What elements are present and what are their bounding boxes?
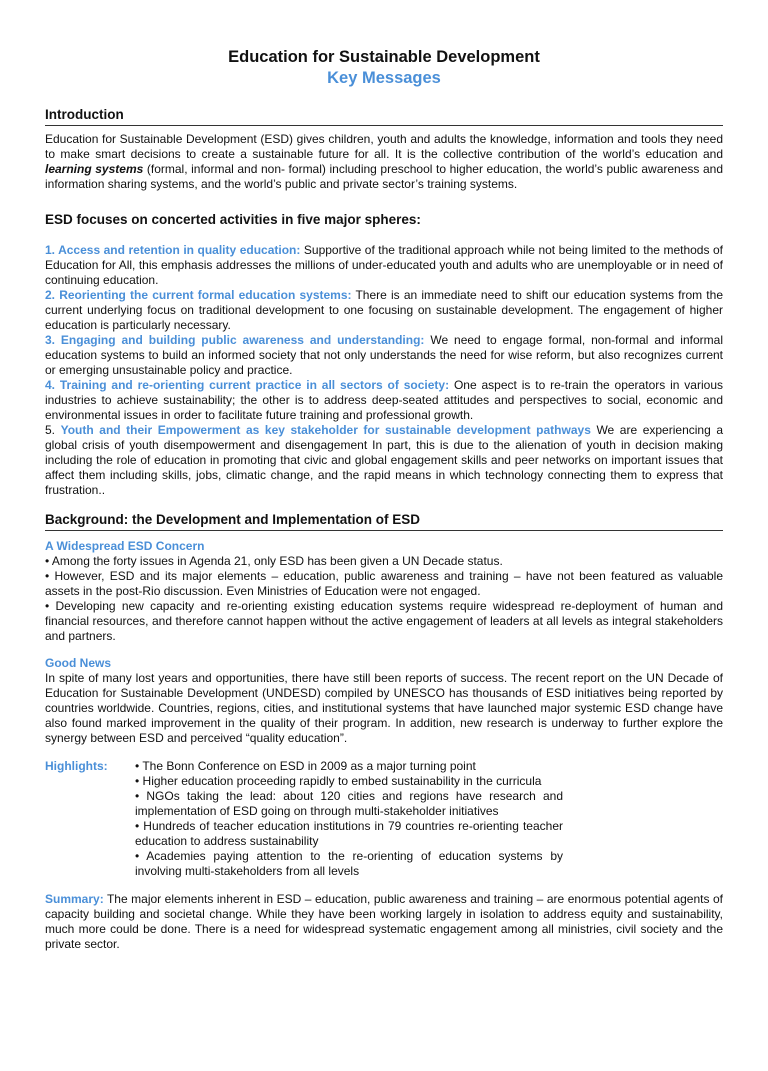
concern-heading: A Widespread ESD Concern — [45, 539, 205, 553]
spheres-list — [45, 243, 723, 498]
sphere-text: We need to engage formal, non-formal and informal education systems to build an informed society that not only understands the need for wise reform, but also recognizes current or emerging unsustainable policy and practice. — [45, 333, 723, 377]
highlight-item: • The Bonn Conference on ESD in 2009 as a major turning point — [135, 759, 476, 773]
intro-text-part2: (formal, informal and non- formal) including preschool to higher education, the world’s public awareness and information sharing systems, and the world’s public and private sector’s training systems. — [45, 162, 724, 191]
highlights-list — [135, 759, 563, 879]
concern-bullet: • Among the forty issues in Agenda 21, only ESD has been given a UN Decade status. — [45, 554, 503, 568]
intro-text-part1: Education for Sustainable Development (ESD) gives children, youth and adults the knowledge, information and tools they need to make smart decisions to create a sustainable future for all. It is the collective contribution of the world’s education and — [45, 132, 723, 161]
document-page — [0, 47, 768, 1071]
highlight-item: • NGOs taking the lead: about 120 cities and regions have research and implementation of ESD going on through multi-stakeholder initiatives — [135, 789, 563, 818]
introduction-rule — [45, 125, 723, 126]
good-news-heading: Good News — [45, 656, 112, 670]
sphere-text: There is an immediate need to shift our education systems from the current underlying focus on traditional development to one focusing on sustainable development. The engagement of higher education is particularly necessary. — [45, 288, 723, 332]
concern-bullet: • However, ESD and its major elements – education, public awareness and training – have not been featured as valuable assets in the post-Rio discussion. Even Ministries of Education were not engaged. — [45, 569, 723, 598]
highlight-item: • Hundreds of teacher education institutions in 79 countries re-orienting teacher education to address sustainability — [135, 819, 563, 848]
background-rule — [45, 530, 723, 531]
sphere-title: 4. Training and re-orienting current practice in all sectors of society: — [45, 378, 450, 392]
sphere-item — [45, 243, 723, 288]
summary-label: Summary: — [45, 892, 104, 906]
introduction-text — [45, 132, 723, 192]
sphere-item: 5. Youth and their Empowerment as key stakeholder for sustainable development pathways We are experiencing a global crisis of youth disempowerment and disengagement In part, this is due to the alienation of youth in decision making including the role of education in promoting that civic and global engagement skills and peer networks on important issues that affect them including skills, jobs, climatic change, and the rapid means in which technology connecting them to express that frustration.. — [45, 423, 724, 497]
sphere-text: One aspect is to re-train the operators in various industries to achieve sustainability; the other is to address deep-seated attitudes and perspectives to social, economic and environmental issues in order to facilitate future training and professional growth. — [45, 378, 723, 422]
summary-text: The major elements inherent in ESD – education, public awareness and training – are enormous potential agents of capacity building and societal change. While they have been working largely in isolation to address equity and sustainability, much more could be done. There is a need for widespread systematic engagement among all ministries, civil society and the private sector. — [45, 892, 723, 951]
sphere-title: 1. Access and retention in quality education: — [45, 243, 301, 257]
sphere-item — [45, 288, 723, 333]
good-news-text: In spite of many lost years and opportunities, there have still been reports of success. The recent report on the UN Decade of Education for Sustainable Development (UNDESD) compiled by UNESCO has thousands of ESD initiatives being reported by countries worldwide. Countries, regions, cities, and institutional systems that have launched major systemic ESD change have also found marked improvement in the quality of their program. In addition, new research is underway to further explore the synergy between ESD and perceived “quality education”. — [45, 671, 723, 745]
sphere-title: Youth and their Empowerment as key stakeholder for sustainable development pathways — [60, 423, 591, 437]
spheres-heading: ESD focuses on concerted activities in five major spheres: — [45, 212, 421, 227]
sphere-item — [45, 378, 723, 423]
sphere-title: 3. Engaging and building public awareness and understanding: — [45, 333, 425, 347]
sphere-item — [45, 333, 723, 378]
highlight-item: • Higher education proceeding rapidly to embed sustainability in the curricula — [135, 774, 542, 788]
document-title: Education for Sustainable Development — [228, 48, 540, 66]
summary-paragraph — [45, 892, 723, 952]
highlights-label: Highlights: — [45, 759, 108, 773]
highlight-item: • Academies paying attention to the re-orienting of education systems by involving multi-stakeholders from all levels — [135, 849, 563, 878]
document-subtitle: Key Messages — [327, 69, 441, 87]
introduction-heading: Introduction — [45, 107, 124, 122]
sphere-title: 2. Reorienting the current formal education systems: — [45, 288, 352, 302]
concern-bullet: • Developing new capacity and re-orienting existing education systems require widespread re-deployment of human and financial resources, and therefore cannot happen without the active engagement of leaders at all levels as integral stakeholders and partners. — [45, 599, 723, 643]
sphere-text: Supportive of the traditional approach while not being limited to the methods of Education for All, this emphasis addresses the millions of under-educated youth and adults who are unemployable or in need of continuing education. — [45, 243, 723, 287]
background-heading: Background: the Development and Implementation of ESD — [45, 512, 421, 527]
intro-emphasis: learning systems — [45, 162, 144, 176]
sphere-text: We are experiencing a global crisis of youth disempowerment and disengagement In part, this is due to the alienation of youth in decision making including the role of education in promoting that civic and global engagement skills and peer networks on important issues that affect them including skills, jobs, climatic change, and the rapid means in which technology connecting them to express that frustration.. — [45, 423, 724, 497]
highlights-block — [45, 759, 723, 879]
